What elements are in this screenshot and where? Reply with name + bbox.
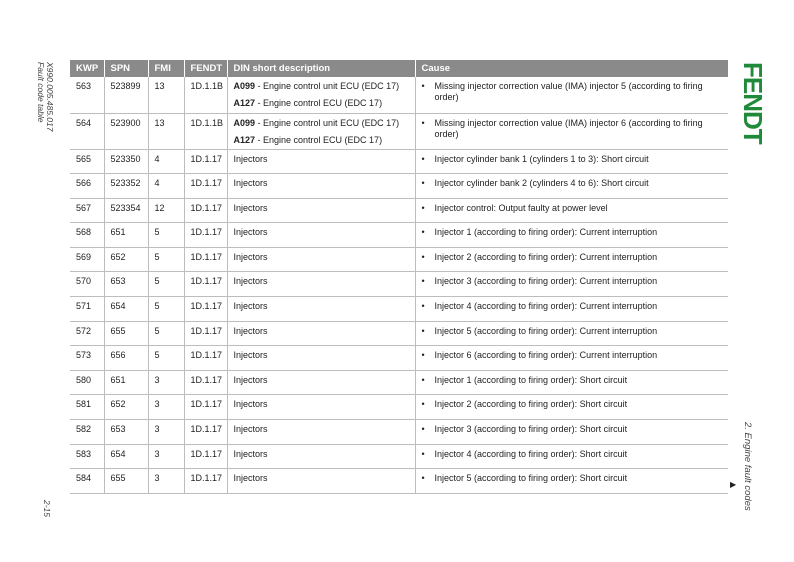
cell-fendt: 1D.1.17 — [184, 247, 227, 272]
cell-cause — [415, 420, 728, 445]
cell-fmi: 5 — [148, 272, 184, 297]
cell-din: Injectors — [227, 297, 415, 322]
cause-text: Injector 3 (according to firing order): Short circuit — [434, 424, 628, 435]
cell-fmi: 5 — [148, 223, 184, 248]
left-margin — [34, 62, 64, 517]
cause-text: Injector 2 (according to firing order): Current interruption — [434, 251, 658, 262]
cell-fmi: 5 — [148, 297, 184, 322]
cell-cause — [415, 174, 728, 199]
table-row — [70, 223, 728, 248]
cell-cause — [415, 247, 728, 272]
cell-din: Injectors — [227, 149, 415, 174]
cell-fmi: 13 — [148, 113, 184, 149]
cause-text: Injector 5 (according to firing order): Current interruption — [434, 325, 658, 336]
cell-kwp: 571 — [70, 297, 104, 322]
cell-fendt: 1D.1.17 — [184, 370, 227, 395]
din-line — [234, 118, 415, 129]
cell-kwp: 565 — [70, 149, 104, 174]
bullet-icon: • — [421, 350, 425, 361]
table-header-row — [70, 60, 728, 77]
cell-fendt: 1D.1.1B — [184, 77, 227, 113]
cell-cause — [415, 223, 728, 248]
cause-text: Injector 4 (according to firing order): Short circuit — [434, 448, 628, 459]
bullet-icon: • — [421, 325, 425, 336]
din-line — [234, 98, 415, 109]
cell-cause — [415, 444, 728, 469]
cause-text: Injector cylinder bank 2 (cylinders 4 to 6): Short circuit — [434, 178, 649, 189]
table-row — [70, 174, 728, 199]
bullet-icon: • — [421, 81, 425, 91]
cell-din: Injectors — [227, 444, 415, 469]
table-row — [70, 420, 728, 445]
cell-spn: 523350 — [104, 149, 148, 174]
cell-kwp: 567 — [70, 198, 104, 223]
cell-spn: 655 — [104, 469, 148, 494]
bullet-icon: • — [421, 117, 425, 128]
cell-cause — [415, 346, 728, 371]
cell-din: Injectors — [227, 370, 415, 395]
header-din: DIN short description — [227, 60, 415, 77]
cell-spn: 651 — [104, 223, 148, 248]
cell-fmi: 3 — [148, 444, 184, 469]
cell-fmi: 4 — [148, 149, 184, 174]
cell-kwp: 584 — [70, 469, 104, 494]
cell-fmi: 3 — [148, 469, 184, 494]
chapter-title: 2. Engine fault codes — [742, 422, 753, 511]
cell-fendt: 1D.1.17 — [184, 174, 227, 199]
cell-spn: 654 — [104, 297, 148, 322]
cell-spn: 653 — [104, 420, 148, 445]
page-number: 2-15 — [42, 499, 52, 517]
right-margin — [730, 60, 770, 520]
bullet-icon: • — [421, 399, 425, 410]
cell-spn: 656 — [104, 346, 148, 371]
cell-din — [227, 77, 415, 113]
cause-text: Injector 1 (according to firing order): Short circuit — [434, 374, 628, 385]
cell-din: Injectors — [227, 346, 415, 371]
cell-spn: 651 — [104, 370, 148, 395]
cell-spn: 523899 — [104, 77, 148, 113]
din-line — [234, 81, 415, 92]
table-row — [70, 444, 728, 469]
header-spn: SPN — [104, 60, 148, 77]
cause-text: Injector cylinder bank 1 (cylinders 1 to 3): Short circuit — [434, 153, 649, 164]
din-text: - Engine control ECU (EDC 17) — [255, 134, 383, 145]
cell-kwp: 573 — [70, 346, 104, 371]
cell-fendt: 1D.1.17 — [184, 297, 227, 322]
cell-cause — [415, 321, 728, 346]
cell-spn: 523354 — [104, 198, 148, 223]
cell-din — [227, 113, 415, 149]
table-body — [70, 77, 728, 493]
bullet-icon: • — [421, 251, 425, 262]
next-page-arrow-icon[interactable]: ▶ — [730, 480, 737, 489]
cell-kwp: 570 — [70, 272, 104, 297]
bullet-icon: • — [421, 153, 425, 164]
bullet-icon: • — [421, 276, 425, 287]
cell-kwp: 580 — [70, 370, 104, 395]
table-row — [70, 272, 728, 297]
cell-fmi: 5 — [148, 321, 184, 346]
margin-doc-code: X990.005.485.017 — [45, 62, 55, 132]
cell-cause — [415, 395, 728, 420]
bullet-icon: • — [421, 178, 425, 189]
cell-din: Injectors — [227, 321, 415, 346]
cell-cause — [415, 370, 728, 395]
cell-kwp: 582 — [70, 420, 104, 445]
table-row — [70, 469, 728, 494]
cell-fendt: 1D.1.17 — [184, 444, 227, 469]
cell-fendt: 1D.1.17 — [184, 346, 227, 371]
cell-din: Injectors — [227, 247, 415, 272]
din-text: - Engine control unit ECU (EDC 17) — [255, 117, 400, 128]
cell-cause — [415, 297, 728, 322]
cell-fmi: 3 — [148, 370, 184, 395]
cell-cause — [415, 149, 728, 174]
cell-fmi: 3 — [148, 420, 184, 445]
cell-fendt: 1D.1.17 — [184, 395, 227, 420]
din-code: A127 — [233, 98, 256, 108]
header-cause: Cause — [415, 60, 728, 77]
cause-text: Injector 3 (according to firing order): Current interruption — [434, 276, 658, 287]
cell-fendt: 1D.1.17 — [184, 469, 227, 494]
cell-cause — [415, 113, 728, 149]
cell-fmi: 12 — [148, 198, 184, 223]
bullet-icon: • — [421, 473, 425, 484]
cell-fendt: 1D.1.17 — [184, 420, 227, 445]
cell-spn: 653 — [104, 272, 148, 297]
cell-fendt: 1D.1.17 — [184, 149, 227, 174]
cause-text: Missing injector correction value (IMA) injector 6 (according to firing order) — [434, 117, 703, 139]
cause-text: Injector 6 (according to firing order): Current interruption — [434, 350, 658, 361]
fendt-logo: FENDT — [738, 62, 768, 144]
cell-fmi: 3 — [148, 395, 184, 420]
header-kwp: KWP — [70, 60, 104, 77]
cause-text: Injector 5 (according to firing order): Short circuit — [434, 473, 628, 484]
cell-kwp: 564 — [70, 113, 104, 149]
cell-cause — [415, 77, 728, 113]
header-fendt: FENDT — [184, 60, 227, 77]
cell-spn: 654 — [104, 444, 148, 469]
cell-din: Injectors — [227, 174, 415, 199]
din-text: - Engine control ECU (EDC 17) — [255, 98, 383, 108]
cell-din: Injectors — [227, 198, 415, 223]
table-row — [70, 198, 728, 223]
table-row — [70, 370, 728, 395]
cell-cause — [415, 272, 728, 297]
cell-spn: 523352 — [104, 174, 148, 199]
cell-spn: 652 — [104, 247, 148, 272]
bullet-icon: • — [421, 374, 425, 385]
fault-code-table — [70, 60, 728, 494]
cell-din: Injectors — [227, 420, 415, 445]
cell-fendt: 1D.1.17 — [184, 272, 227, 297]
cause-text: Injector 2 (according to firing order): Short circuit — [434, 399, 628, 410]
cell-kwp: 568 — [70, 223, 104, 248]
cell-fendt: 1D.1.17 — [184, 223, 227, 248]
cell-din: Injectors — [227, 469, 415, 494]
cell-spn: 652 — [104, 395, 148, 420]
cell-din: Injectors — [227, 395, 415, 420]
table-row — [70, 113, 728, 149]
cell-kwp: 566 — [70, 174, 104, 199]
bullet-icon: • — [421, 227, 425, 238]
cell-kwp: 563 — [70, 77, 104, 113]
din-code: A127 — [233, 134, 256, 145]
cell-fmi: 13 — [148, 77, 184, 113]
table-row — [70, 395, 728, 420]
cell-fmi: 5 — [148, 346, 184, 371]
cell-kwp: 583 — [70, 444, 104, 469]
cell-din: Injectors — [227, 223, 415, 248]
header-fmi: FMI — [148, 60, 184, 77]
cell-spn: 523900 — [104, 113, 148, 149]
cell-fendt: 1D.1.17 — [184, 321, 227, 346]
cell-din: Injectors — [227, 272, 415, 297]
bullet-icon: • — [421, 301, 425, 312]
cell-fendt: 1D.1.17 — [184, 198, 227, 223]
cell-fmi: 5 — [148, 247, 184, 272]
table-row — [70, 346, 728, 371]
cell-kwp: 569 — [70, 247, 104, 272]
cell-kwp: 572 — [70, 321, 104, 346]
cell-cause — [415, 469, 728, 494]
bullet-icon: • — [421, 424, 425, 435]
cell-fendt: 1D.1.1B — [184, 113, 227, 149]
bullet-icon: • — [421, 448, 425, 459]
cause-text: Injector 4 (according to firing order): Current interruption — [434, 301, 658, 312]
table-row — [70, 77, 728, 113]
bullet-icon: • — [421, 202, 425, 213]
margin-title: Fault code table — [36, 62, 46, 123]
din-code: A099 — [233, 117, 256, 128]
din-code: A099 — [233, 81, 256, 91]
din-line — [234, 135, 415, 146]
cause-text: Injector control: Output faulty at power level — [434, 202, 608, 213]
cause-text: Injector 1 (according to firing order): Current interruption — [434, 227, 658, 238]
table-row — [70, 321, 728, 346]
cell-cause — [415, 198, 728, 223]
cell-kwp: 581 — [70, 395, 104, 420]
cell-fmi: 4 — [148, 174, 184, 199]
table-row — [70, 247, 728, 272]
table-row — [70, 297, 728, 322]
din-text: - Engine control unit ECU (EDC 17) — [255, 81, 400, 91]
cause-text: Missing injector correction value (IMA) injector 5 (according to firing order) — [434, 81, 703, 102]
cell-spn: 655 — [104, 321, 148, 346]
table-row — [70, 149, 728, 174]
